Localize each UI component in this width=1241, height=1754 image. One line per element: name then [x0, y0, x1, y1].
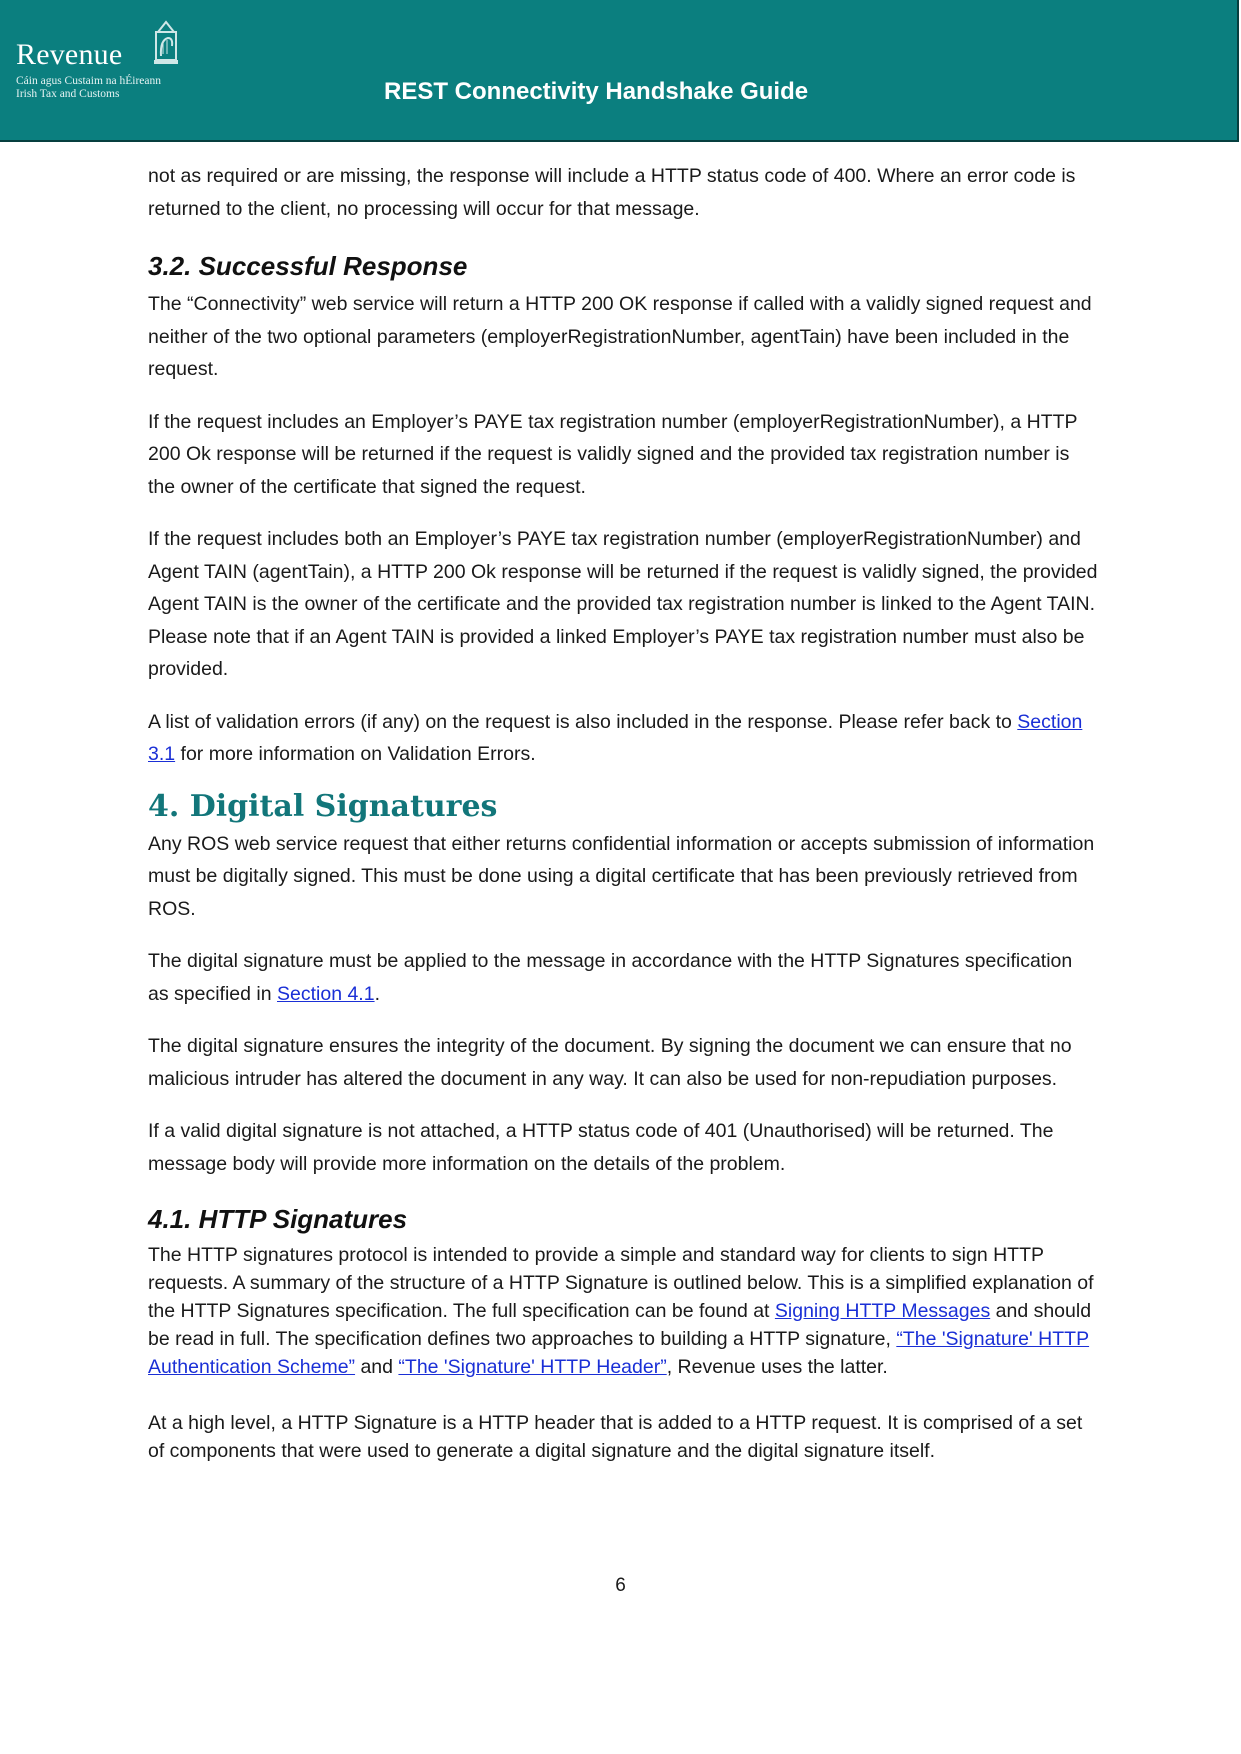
paragraph-3-2-4 — [148, 706, 1098, 771]
page-body — [148, 160, 1098, 1465]
logo-wordmark: Revenue — [16, 38, 123, 71]
link-section-3-1[interactable]: Section 3.1 — [148, 710, 1083, 765]
http-signatures-body — [148, 1241, 1098, 1465]
paragraph-text: A list of validation errors (if any) on the request is also included in the response. Please refer back to — [148, 710, 1018, 733]
paragraph-4-1-1 — [148, 1241, 1098, 1381]
paragraph-text: for more information on Validation Errors. — [175, 743, 536, 765]
intro-paragraph: not as required or are missing, the response will include a HTTP status code of 400. Where an error code is returned to the client, no processing will occur for that message. — [148, 165, 1076, 220]
paragraph-3-2-1: The “Connectivity” web service will return a HTTP 200 OK response if called with a validly signed request and neither of the two optional parameters (employerRegistrationNumber, agentTain) have been included in the request. — [148, 293, 1092, 380]
logo-subtitle-irish: Cáin agus Custaim na hÉireann — [16, 75, 161, 87]
harp-crest-icon — [148, 18, 184, 72]
link-signing-http-messages[interactable]: Signing HTTP Messages — [774, 1300, 991, 1322]
paragraph-4-2 — [148, 945, 1098, 1010]
logo-subtitle-english: Irish Tax and Customs — [16, 88, 120, 100]
paragraph-4-4: If a valid digital signature is not attached, a HTTP status code of 401 (Unauthorised) will be returned. The message body will provide more information on the details of the problem. — [148, 1120, 1054, 1175]
paragraph-3-2-2: If the request includes an Employer’s PAYE tax registration number (employerRegistrationNumber), a HTTP 200 Ok response will be returned if the request is validly signed and the provided tax registration number is the owner of the certificate that signed the request. — [148, 410, 1078, 498]
page-number: 6 — [615, 1575, 626, 1596]
heading-4: 4. Digital Signatures — [148, 788, 498, 824]
heading-4-1: 4.1. HTTP Signatures — [148, 1204, 408, 1234]
link-signature-header[interactable]: “The 'Signature' HTTP Header” — [398, 1356, 667, 1378]
link-section-4-1[interactable]: Section 4.1 — [277, 982, 375, 1005]
paragraph-text: and should be read in full. The specification defines two approaches to building a HTTP signature, — [148, 1300, 1092, 1350]
heading-3-2: 3.2. Successful Response — [148, 251, 468, 281]
paragraph-4-1: Any ROS web service request that either returns confidential information or accepts submission of information must be digitally signed. This must be done using a digital certificate that has been previously retrieved from ROS. — [148, 832, 1095, 920]
revenue-logo — [16, 18, 191, 106]
paragraph-text: , Revenue uses the latter. — [666, 1356, 888, 1378]
paragraph-3-2-3: If the request includes both an Employer’s PAYE tax registration number (employerRegistrationNumber) and Agent TAIN (agentTain), a HTTP 200 Ok response will be returned if the request is validly signed, the provided Agent TAIN is the owner of the certificate and the provided tax registration number is linked to the Agent TAIN. Please note that if an Agent TAIN is provided a linked Employer’s PAYE tax registration number must also be provided. — [148, 528, 1098, 680]
paragraph-4-3: The digital signature ensures the integrity of the document. By signing the document we can ensure that no malicious intruder has altered the document in any way. It can also be used for non-repudiation purposes. — [148, 1035, 1072, 1090]
paragraph-text: The HTTP signatures protocol is intended to provide a simple and standard way for clients to sign HTTP requests. A summary of the structure of a HTTP Signature is outlined below. This is a simplified explanation of the HTTP Signatures specification. The full specification can be found at — [148, 1244, 1094, 1322]
paragraph-4-1-2: At a high level, a HTTP Signature is a HTTP header that is added to a HTTP request. It is comprised of a set of components that were used to generate a digital signature and the digital signature itself. — [148, 1412, 1083, 1462]
paragraph-text: and — [355, 1356, 399, 1378]
link-authentication-scheme[interactable]: “The 'Signature' HTTP Authentication Scheme” — [148, 1328, 1090, 1378]
paragraph-text: The digital signature must be applied to the message in accordance with the HTTP Signatures specification as specified in — [148, 950, 1073, 1005]
page-header — [0, 0, 1239, 142]
document-title: REST Connectivity Handshake Guide — [384, 78, 809, 105]
paragraph-text: . — [374, 982, 380, 1005]
